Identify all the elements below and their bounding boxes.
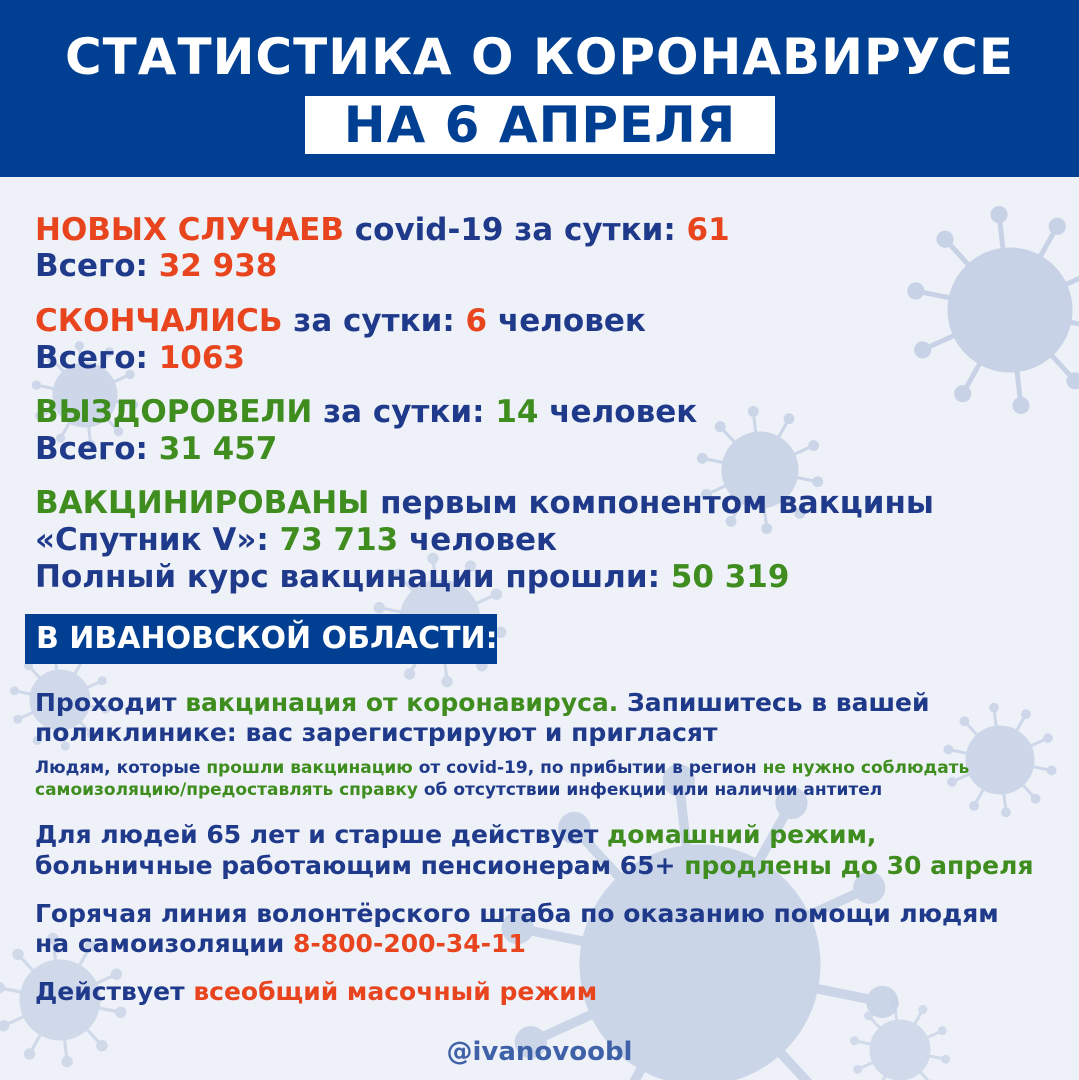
text-span: поликлинике: вас зарегистрируют и пригласят (35, 718, 718, 747)
text-span: Людям, которые (35, 758, 207, 778)
new-cases-total: 32 938 (158, 248, 278, 284)
vaccinated-text: первым компонентом вакцины (369, 485, 934, 521)
new-cases-value: 61 (686, 212, 730, 248)
elderly-line-2 (35, 851, 1034, 881)
page-title: СТАТИСТИКА О КОРОНАВИРУСЕ (64, 28, 1015, 86)
full-course-text: Полный курс вакцинации прошли: (35, 559, 671, 595)
footer-handle: @ivanovoobl (446, 1037, 633, 1067)
hotline-line-2 (35, 929, 526, 959)
vaccine-name: «Спутник V»: (35, 522, 280, 558)
total-label: Всего: (35, 340, 159, 376)
full-course-value: 50 319 (670, 559, 790, 595)
text-span: всеобщий масочный режим (193, 977, 598, 1006)
new-cases-label: НОВЫХ СЛУЧАЕВ (35, 212, 344, 248)
masks-line (35, 977, 597, 1007)
date-badge: НА 6 АПРЕЛЯ (305, 96, 775, 154)
text-span: не нужно соблюдать (762, 758, 970, 778)
recovered-value: 14 (495, 394, 539, 430)
arrivals-line-2 (35, 779, 882, 801)
text-span: Действует (35, 977, 194, 1006)
deaths-value: 6 (465, 303, 488, 339)
region-title: В ИВАНОВСКОЙ ОБЛАСТИ: (36, 621, 498, 656)
text-span: Для людей 65 лет и старше действует (35, 820, 608, 849)
vaccinated-label: ВАКЦИНИРОВАНЫ (35, 485, 370, 521)
text-span: продлены до 30 апреля (684, 851, 1034, 880)
text-span: вакцинация от коронавируса. (185, 688, 619, 717)
text-span: Проходит (35, 688, 186, 717)
recovered-text: за сутки: (312, 394, 496, 430)
arrivals-line-1 (35, 757, 969, 779)
recovered-unit: человек (538, 394, 698, 430)
text-span: на самоизоляции (35, 929, 293, 958)
total-label: Всего: (35, 248, 159, 284)
hotline-line-1 (35, 899, 999, 929)
text-span: Горячая линия волонтёрского штаба по оказанию помощи людям (35, 899, 999, 928)
text-span: об отсутствии инфекции или наличии антител (417, 780, 883, 800)
deaths-label: СКОНЧАЛИСЬ (35, 303, 283, 339)
text-span: домашний режим, (607, 820, 877, 849)
text-span: Запишитесь в вашей (618, 688, 930, 717)
deaths-text: за сутки: (282, 303, 466, 339)
text-span: от covid-19, по прибытии в регион (412, 758, 763, 778)
hotline-phone: 8-800-200-34-11 (293, 929, 526, 958)
deaths-unit: человек (487, 303, 646, 339)
vaccinated-value: 73 713 (279, 522, 399, 558)
new-cases-text: covid-19 за сутки: (344, 212, 687, 248)
text-span: прошли вакцинацию (206, 758, 413, 778)
total-label: Всего: (35, 431, 159, 467)
text-span: больничные работающим пенсионерам 65+ (35, 851, 685, 880)
vaccination-line-1 (35, 688, 930, 718)
vaccination-line-2 (35, 718, 717, 748)
recovered-total: 31 457 (158, 431, 278, 467)
text-span: самоизоляцию/предоставлять справку (35, 780, 418, 800)
deaths-total: 1063 (158, 340, 245, 376)
vaccinated-unit: человек (398, 522, 558, 558)
recovered-label: ВЫЗДОРОВЕЛИ (35, 394, 313, 430)
elderly-line-1 (35, 820, 876, 850)
